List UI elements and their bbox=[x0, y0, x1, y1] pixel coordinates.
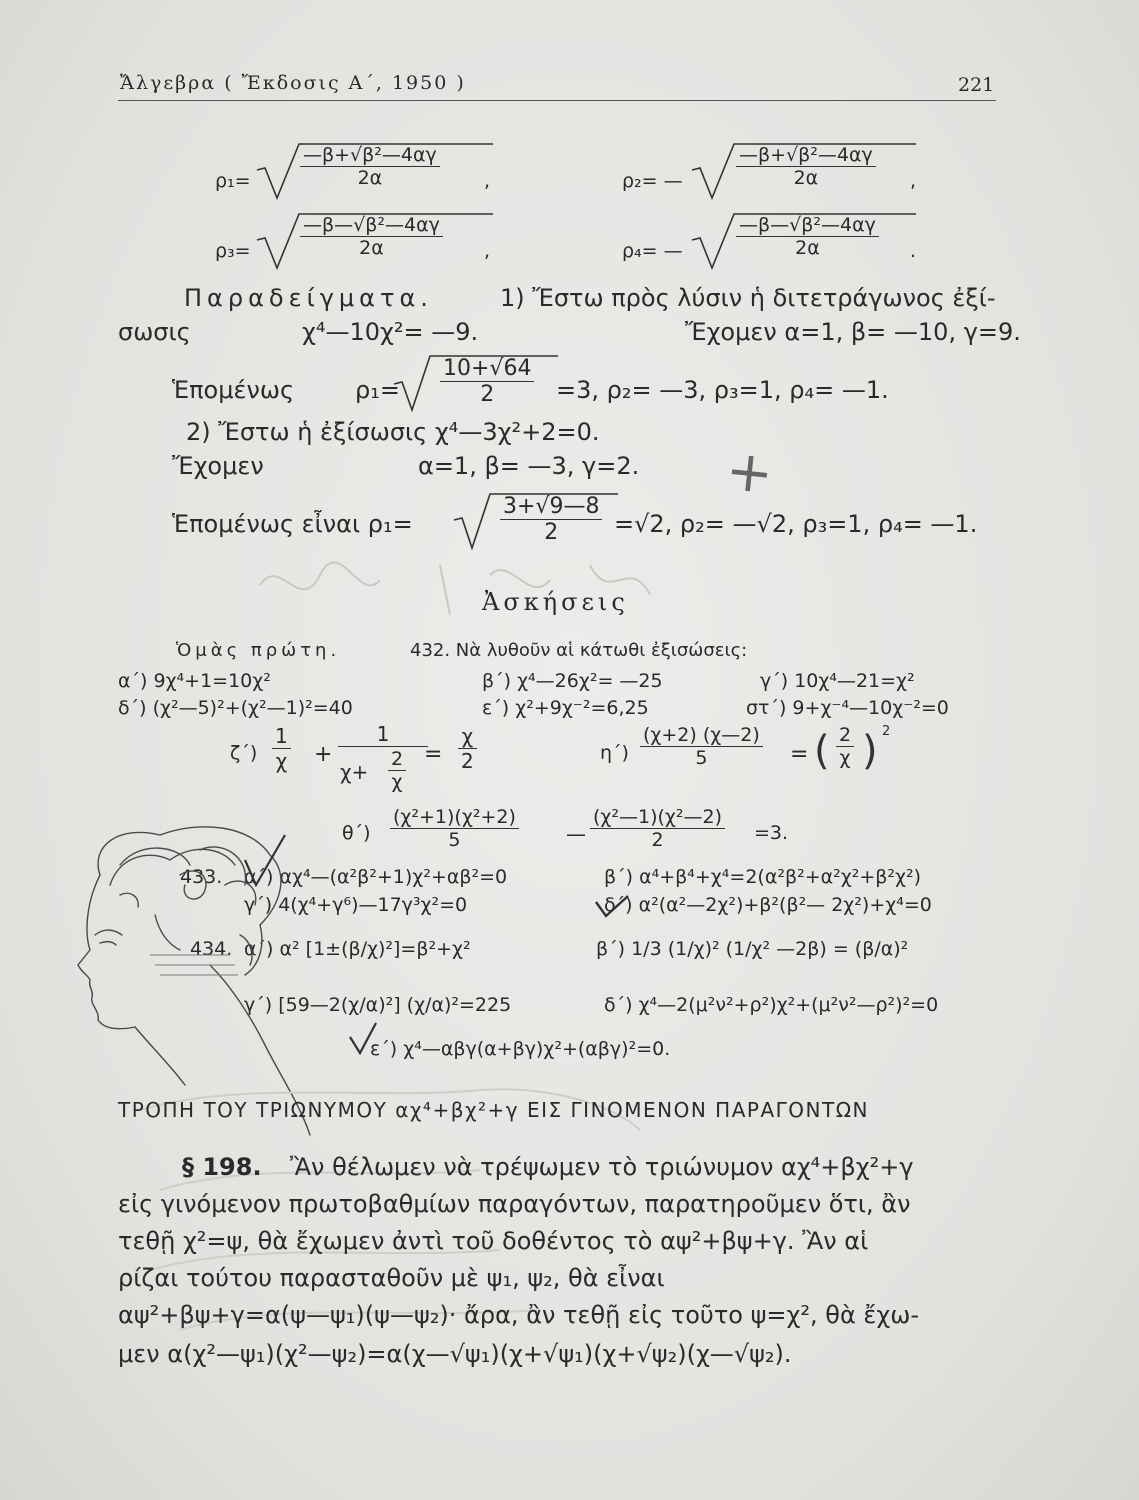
check-mark-433d bbox=[592, 892, 632, 920]
z-inner-denominator: χ bbox=[391, 771, 403, 793]
z-f1-denominator: χ bbox=[275, 749, 288, 773]
exercise-432-th-fraction1 bbox=[390, 806, 519, 851]
exercise-433-b: β΄) α⁴+β⁴+χ⁴=2(α²β²+α²χ²+β²χ²) bbox=[604, 866, 922, 888]
exercise-434-b: β΄) 1/3 (1/χ)² (1/χ² —2β) = (β/α)² bbox=[596, 938, 909, 960]
z-rhs-denominator: 2 bbox=[461, 749, 474, 773]
z-inner-numerator: 2 bbox=[388, 748, 406, 771]
exercise-433-number: 433. bbox=[180, 866, 223, 888]
exercises-title: Ἀσκήσεις bbox=[482, 588, 629, 616]
root-r2-tail: , bbox=[910, 170, 917, 192]
example2-coefficients: α=1, β= —3, γ=2. bbox=[418, 452, 640, 480]
exercise-432-th-minus: — bbox=[566, 822, 586, 846]
exercise-432-z-rhs bbox=[458, 724, 477, 773]
exercise-group-label: Ὁμὰς πρώτη. bbox=[176, 640, 341, 661]
exercise-432-h-label: η΄) bbox=[600, 742, 629, 764]
exercise-433-g: γ΄) 4(χ⁴+γ⁶)—17γ³χ²=0 bbox=[244, 894, 468, 916]
root-r4-denominator: 2α bbox=[795, 237, 820, 259]
h-exponent: 2 bbox=[882, 724, 891, 739]
example1-intro: 1) Ἔστω πρὸς λύσιν ἡ διτετράγωνος ἐξί- bbox=[500, 284, 996, 312]
root-r3-fraction bbox=[300, 214, 443, 259]
section-heading: ΤΡΟΠΗ ΤΟΥ ΤΡΙΩΝΥΜΟΥ αχ⁴+βχ²+γ ΕΙΣ ΓΙΝΟΜΕΝΟΝ ΠΑΡΑΓΟΝΤΩΝ bbox=[118, 1098, 869, 1122]
root-r2-denominator: 2α bbox=[793, 167, 819, 189]
paragraph-line-1: Ἂν θέλωμεν νὰ τρέψωμεν τὸ τριώνυμον αχ⁴+βχ²+γ bbox=[290, 1153, 914, 1181]
exercise-432-z-plus: + bbox=[314, 742, 333, 767]
exercise-434-number: 434. bbox=[190, 938, 233, 960]
root-r2-fraction bbox=[736, 144, 876, 189]
example1-numerator: 10+√64 bbox=[440, 356, 534, 382]
h-numerator: (χ+2) (χ—2) bbox=[640, 724, 763, 747]
root-r4-fraction bbox=[736, 214, 879, 259]
h-right-paren: ) bbox=[862, 728, 878, 774]
exercise-432-th-tail: =3. bbox=[754, 822, 789, 844]
root-r3-tail: , bbox=[484, 240, 491, 262]
root-r1-denominator: 2α bbox=[357, 167, 383, 189]
example2-line1: 2) Ἔστω ἡ ἐξίσωσις χ⁴—3χ²+2=0. bbox=[186, 418, 600, 446]
example2-numerator: 3+√9—8 bbox=[500, 494, 602, 520]
exercise-432-th-label: θ΄) bbox=[342, 822, 371, 844]
exercise-434-a: α΄) α² [1±(β/χ)²]=β²+χ² bbox=[244, 938, 471, 960]
exercise-432-d: δ΄) (χ²—5)²+(χ²—1)²=40 bbox=[118, 697, 353, 719]
root-r3-numerator: —β—√β²—4αγ bbox=[300, 214, 443, 237]
h-rhs-numerator: 2 bbox=[836, 724, 854, 747]
header-rule bbox=[118, 100, 996, 101]
exercise-432-st: στ΄) 9+χ⁻⁴—10χ⁻²=0 bbox=[746, 697, 949, 719]
examples-label: Παραδείγματα. bbox=[184, 284, 433, 312]
exercise-432-z-fraction1 bbox=[272, 724, 291, 773]
exercise-432-e: ε΄) χ²+9χ⁻²=6,25 bbox=[482, 697, 649, 719]
z-rhs-numerator: χ bbox=[458, 724, 477, 749]
z-f2-numerator: 1 bbox=[338, 722, 428, 747]
example1-result: =3, ρ₂= —3, ρ₃=1, ρ₄= —1. bbox=[556, 376, 889, 404]
th-f1-numerator: (χ²+1)(χ²+2) bbox=[390, 806, 519, 829]
exercise-433-a: α΄) αχ⁴—(α²β²+1)χ²+αβ²=0 bbox=[244, 866, 508, 888]
paragraph-line-4: ρίζαι τούτου παρασταθοῦν μὲ ψ₁, ψ₂, θὰ εἶναι bbox=[118, 1264, 665, 1292]
paragraph-line-3: τεθῇ χ²=ψ, θὰ ἔχωμεν ἀντὶ τοῦ δοθέντος τὸ αψ²+βψ+γ. Ἂν αἱ bbox=[118, 1227, 869, 1255]
exercise-434-d: δ΄) χ⁴—2(μ²ν²+ρ²)χ²+(μ²ν²—ρ²)²=0 bbox=[604, 994, 939, 1016]
paragraph-line-5: αψ²+βψ+γ=α(ψ—ψ₁)(ψ—ψ₂)· ἄρα, ἂν τεθῇ εἰς τοῦτο ψ=χ², θὰ ἔχω- bbox=[118, 1301, 919, 1329]
exercise-432-a: α΄) 9χ⁴+1=10χ² bbox=[118, 670, 271, 692]
root-r2-numerator: —β+√β²—4αγ bbox=[736, 144, 876, 167]
root-r2-lhs: ρ₂= — bbox=[622, 170, 683, 192]
h-left-paren: ( bbox=[814, 728, 830, 774]
root-r4-tail: . bbox=[910, 240, 917, 262]
example1-word: σωσις bbox=[118, 318, 191, 346]
root-r1-numerator: —β+√β²—4αγ bbox=[300, 144, 440, 167]
exercise-434-g: γ΄) [59—2(χ/α)²] (χ/α)²=225 bbox=[244, 994, 512, 1016]
pencil-cross-mark: + bbox=[722, 437, 777, 508]
root-r1-tail: , bbox=[484, 170, 491, 192]
example2-have: Ἔχομεν bbox=[172, 452, 264, 480]
th-f2-numerator: (χ²—1)(χ²—2) bbox=[590, 806, 725, 829]
exercise-432-z-label: ζ΄) bbox=[230, 742, 258, 764]
example2-denominator: 2 bbox=[544, 520, 559, 545]
z-f2-denominator-part: χ+ bbox=[340, 760, 369, 784]
root-r3-denominator: 2α bbox=[359, 237, 384, 259]
example1-coefficients: Ἔχομεν α=1, β= —10, γ=9. bbox=[685, 318, 1021, 346]
example2-therefore: Ἑπομένως εἶναι ρ₁= bbox=[172, 510, 413, 538]
th-f2-denominator: 2 bbox=[651, 829, 664, 851]
exercise-432-b: β΄) χ⁴—26χ²= —25 bbox=[482, 670, 663, 692]
root-r3-lhs: ρ₃= bbox=[215, 240, 251, 262]
example1-equation: χ⁴—10χ²= —9. bbox=[302, 318, 479, 346]
paragraph-line-2: εἰς γινόμενον πρωτοβαθμίων παραγόντων, παρατηροῦμεν ὅτι, ἂν bbox=[118, 1190, 911, 1218]
example1-therefore: Ἑπομένως bbox=[172, 376, 295, 404]
example1-rho: ρ₁= bbox=[355, 376, 400, 404]
exercise-434-e: ε΄) χ⁴—αβγ(α+βγ)χ²+(αβγ)²=0. bbox=[370, 1038, 671, 1060]
h-denominator: 5 bbox=[695, 747, 708, 769]
example1-denominator: 2 bbox=[480, 382, 495, 407]
page-number: 221 bbox=[958, 74, 995, 96]
example1-fraction bbox=[440, 356, 534, 407]
root-r1-fraction bbox=[300, 144, 440, 189]
running-header: Ἄλγεβρα ( Ἔκδοσις Α΄, 1950 ) bbox=[120, 72, 466, 94]
paragraph-number: § 198. bbox=[182, 1153, 262, 1181]
exercise-432-h-fraction bbox=[640, 724, 763, 769]
root-r4-numerator: —β—√β²—4αγ bbox=[736, 214, 879, 237]
exercise-432-th-fraction2 bbox=[590, 806, 725, 851]
example2-fraction bbox=[500, 494, 602, 545]
th-f1-denominator: 5 bbox=[448, 829, 461, 851]
exercise-432-z-eq: = bbox=[424, 742, 443, 767]
z-f2-inner-fraction bbox=[388, 748, 406, 793]
paragraph-line-6: μεν α(χ²—ψ₁)(χ²—ψ₂)=α(χ—√ψ₁)(χ+√ψ₁)(χ+√ψ₂)(χ—√ψ₂). bbox=[118, 1340, 792, 1368]
example2-result: =√2, ρ₂= —√2, ρ₃=1, ρ₄= —1. bbox=[614, 510, 978, 538]
exercise-433-d: δ΄) α²(α²—2χ²)+β²(β²— 2χ²)+χ⁴=0 bbox=[604, 894, 932, 916]
h-rhs-denominator: χ bbox=[839, 747, 851, 769]
z-f1-numerator: 1 bbox=[272, 724, 291, 749]
root-r1-lhs: ρ₁= bbox=[215, 170, 251, 192]
root-r4-lhs: ρ₄= — bbox=[622, 240, 683, 262]
exercise-432-h-rhs bbox=[836, 724, 854, 769]
exercise-432-g: γ΄) 10χ⁴—21=χ² bbox=[760, 670, 915, 692]
exercise-432-h-eq: = bbox=[790, 742, 809, 767]
exercise-432-intro: 432. Νὰ λυθοῦν αἱ κάτωθι ἐξισώσεις: bbox=[410, 640, 748, 661]
